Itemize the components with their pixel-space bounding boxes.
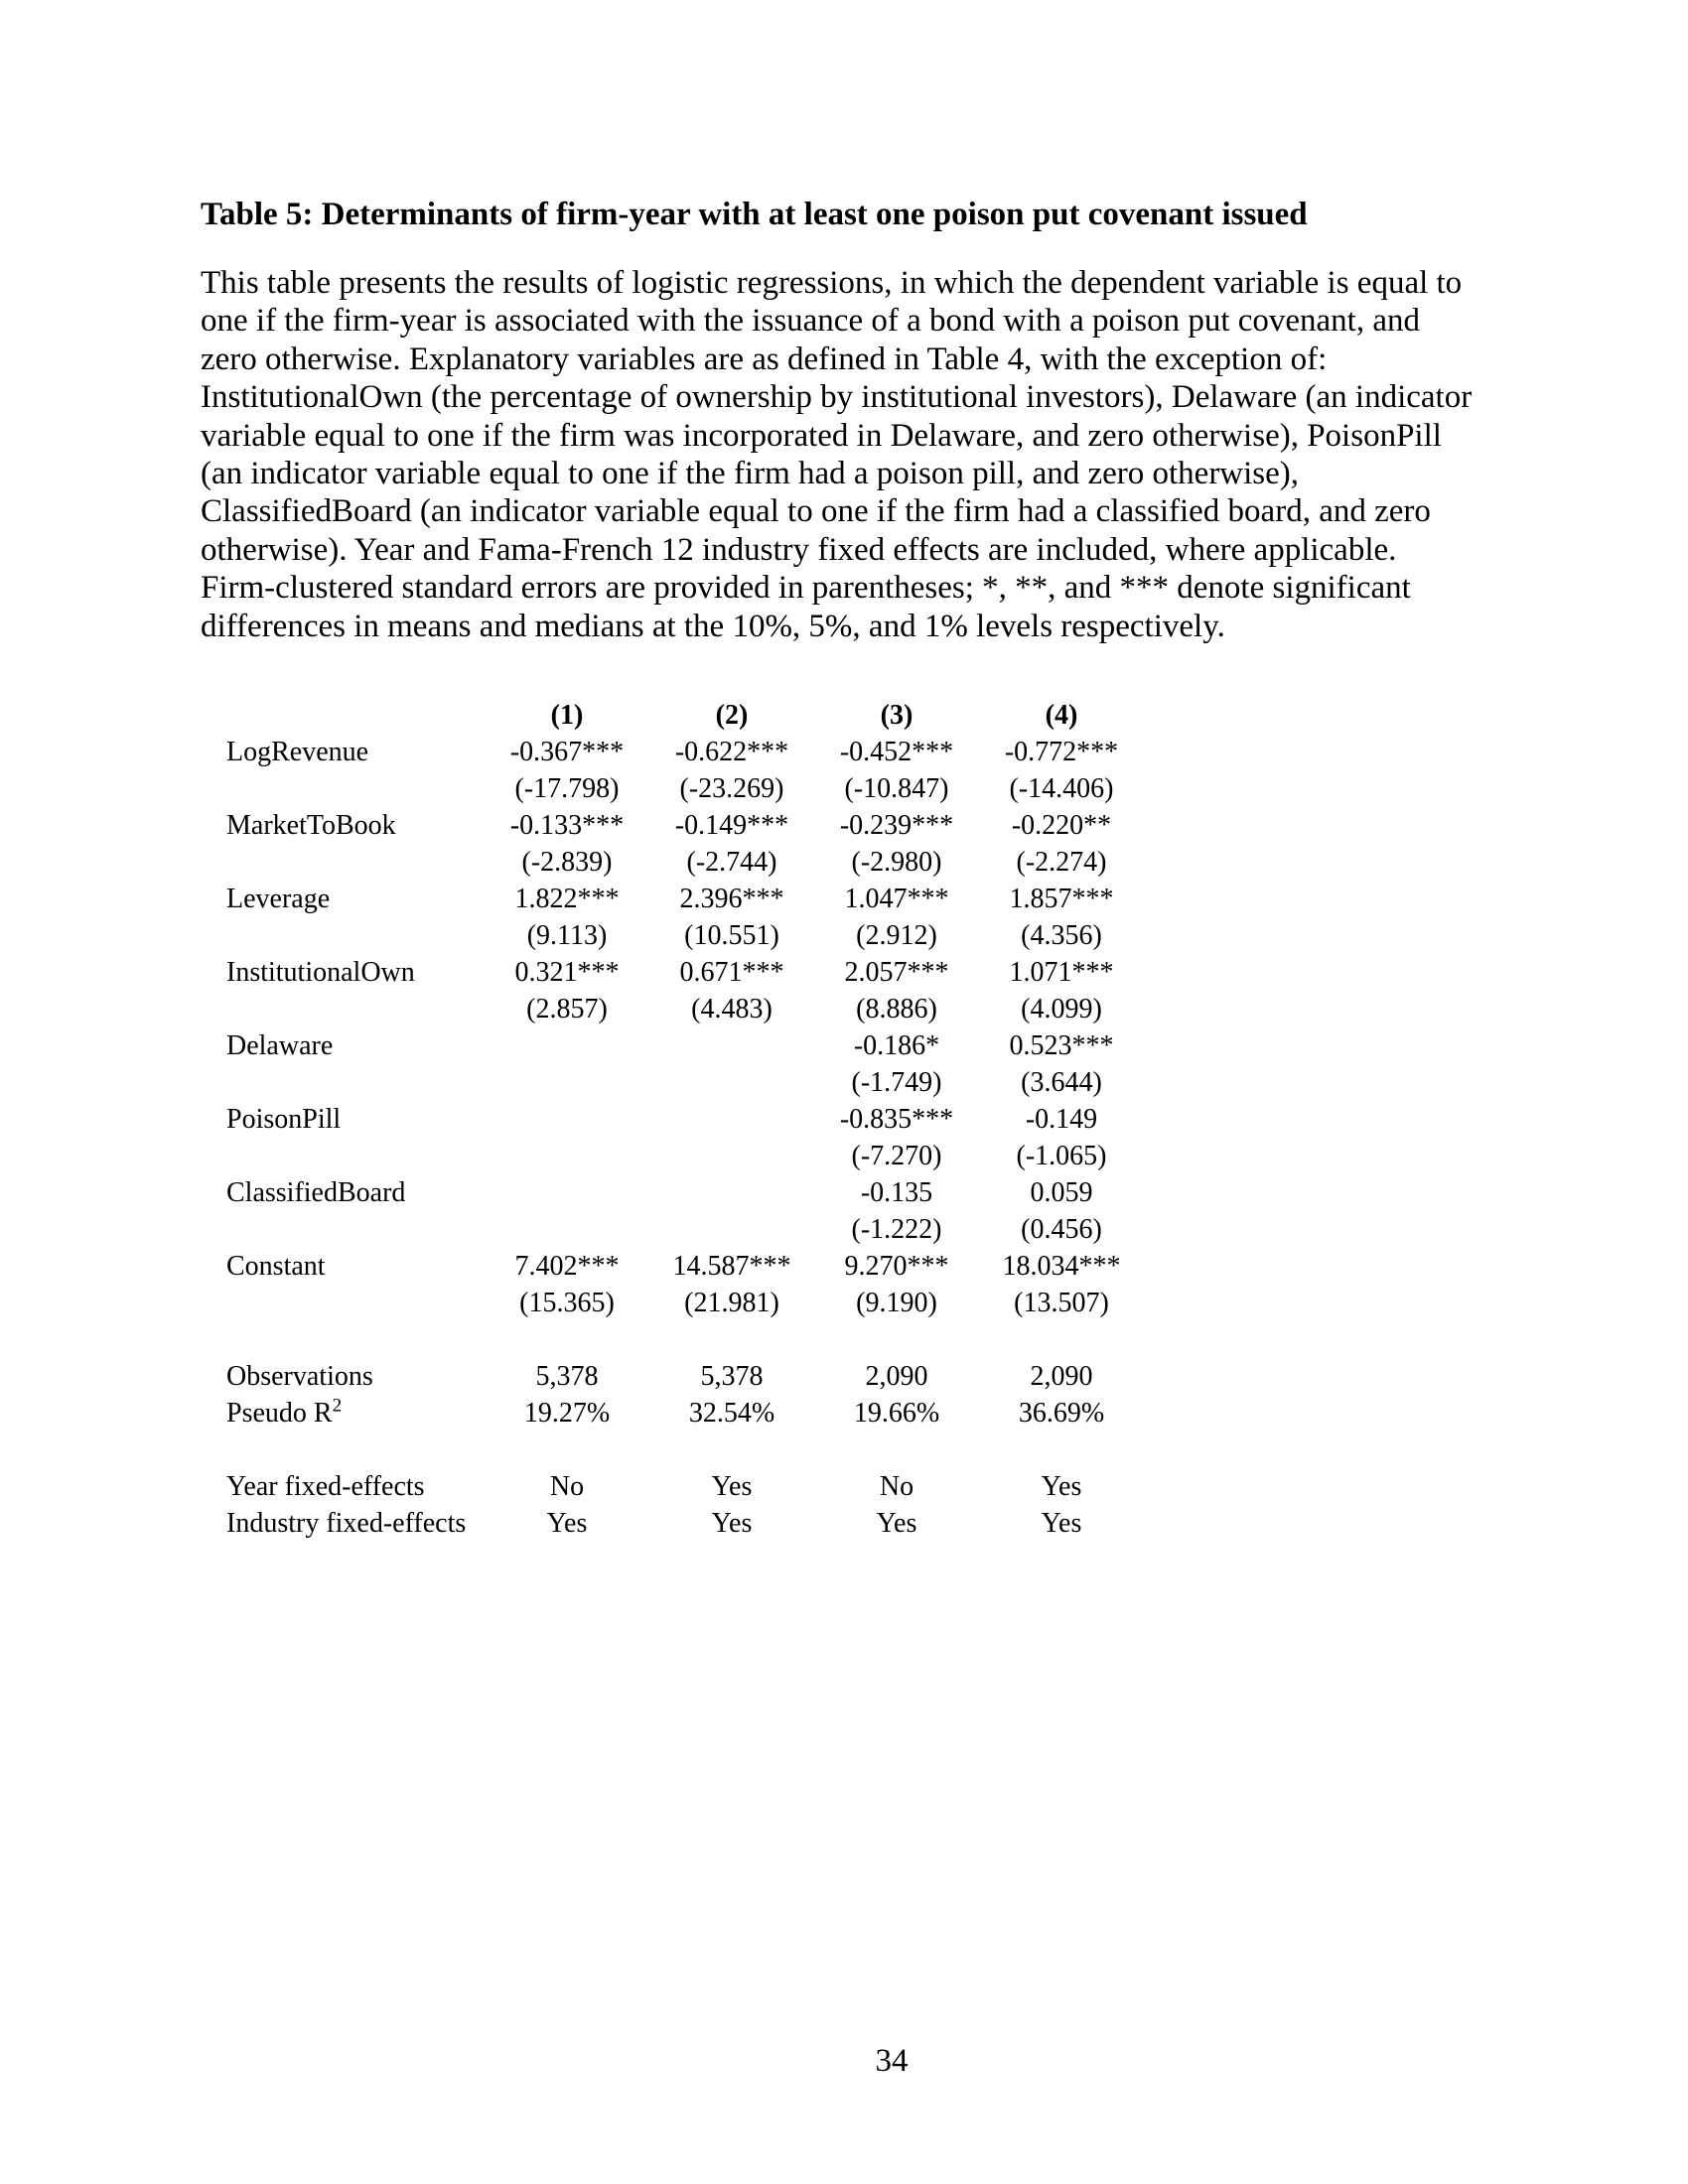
description-line: This table presents the results of logistic regressions, in which the dependent variable is equal to xyxy=(201,265,1463,301)
tstat-cell: (-2.980) xyxy=(851,846,942,878)
coef-cell: 1.822*** xyxy=(514,883,620,914)
description-line: ClassifiedBoard (an indicator variable equal to one if the firm had a classified board, and zero xyxy=(201,493,1431,530)
spacer-row xyxy=(226,1432,1144,1468)
description-line: otherwise). Year and Fama-French 12 industry fixed effects are included, where applicable. xyxy=(201,531,1397,568)
table-row xyxy=(226,734,1144,770)
fixed-effects-cell: Yes xyxy=(1041,1507,1082,1539)
description-line: differences in means and medians at the 10%, 5%, and 1% levels respectively. xyxy=(201,608,1225,644)
coef-cell: 0.671*** xyxy=(679,956,784,988)
tstat-cell: (10.551) xyxy=(684,919,779,951)
coef-cell: 1.071*** xyxy=(1009,956,1114,988)
stat-cell: 19.66% xyxy=(853,1397,940,1429)
coef-cell: -0.149*** xyxy=(674,809,789,841)
fixed-effects-cell: Yes xyxy=(546,1507,588,1539)
fixed-effects-cell: Yes xyxy=(876,1507,917,1539)
tstat-cell xyxy=(649,1138,814,1174)
stat-cell: 32.54% xyxy=(688,1397,775,1429)
table-header-row xyxy=(226,697,1144,734)
coef-cell: 9.270*** xyxy=(844,1250,949,1282)
tstat-cell: (-2.744) xyxy=(686,846,777,878)
variable-label: MarketToBook xyxy=(226,809,396,841)
table-row xyxy=(226,917,1144,954)
coef-cell: -0.149 xyxy=(1025,1103,1098,1135)
tstat-cell: (4.483) xyxy=(691,993,773,1024)
description-line: one if the firm-year is associated with the issuance of a bond with a poison put covenant, and xyxy=(201,303,1420,340)
stat-cell: 19.27% xyxy=(523,1397,611,1429)
coef-cell: -0.186* xyxy=(853,1029,940,1061)
table-row xyxy=(226,954,1144,991)
variable-label: ClassifiedBoard xyxy=(226,1176,406,1208)
variable-label: Delaware xyxy=(226,1029,334,1061)
tstat-cell: (-1.065) xyxy=(1016,1140,1107,1171)
coef-cell: -0.772*** xyxy=(1004,736,1119,767)
fixed-effects-label: Industry fixed-effects xyxy=(226,1507,467,1539)
page-number: 34 xyxy=(875,2043,909,2079)
tstat-cell: (-1.749) xyxy=(851,1066,942,1098)
tstat-cell: (-17.798) xyxy=(514,772,620,804)
stat-cell: 36.69% xyxy=(1018,1397,1105,1429)
coef-cell: 0.523*** xyxy=(1009,1029,1114,1061)
table-row xyxy=(226,807,1144,844)
description-line: InstitutionalOwn (the percentage of ownership by institutional investors), Delaware (an indicator xyxy=(201,379,1473,416)
fixed-effects-cell: Yes xyxy=(1041,1470,1082,1502)
tstat-cell xyxy=(649,1211,814,1248)
spacer-row xyxy=(226,1321,1144,1358)
tstat-cell: (4.356) xyxy=(1021,919,1102,951)
coef-cell: 0.059 xyxy=(1030,1176,1093,1208)
stat-cell: 2,090 xyxy=(865,1360,928,1392)
description-line: variable equal to one if the firm was incorporated in Delaware, and zero otherwise), PoisonPill xyxy=(201,417,1442,454)
tstat-cell: (9.190) xyxy=(856,1287,937,1318)
table-row xyxy=(226,1064,1144,1101)
superscript-2: 2 xyxy=(332,1395,343,1417)
coef-cell xyxy=(485,1174,649,1211)
tstat-cell: (-7.270) xyxy=(851,1140,942,1171)
stat-cell: 5,378 xyxy=(700,1360,764,1392)
column-header: (2) xyxy=(715,699,749,731)
coef-cell: 0.321*** xyxy=(514,956,620,988)
column-header: (1) xyxy=(550,699,584,731)
column-header: (4) xyxy=(1045,699,1078,731)
description-line: zero otherwise. Explanatory variables are as defined in Table 4, with the exception of: xyxy=(201,341,1328,377)
fixed-effects-label: Year fixed-effects xyxy=(226,1470,425,1502)
tstat-cell: (21.981) xyxy=(684,1287,779,1318)
table-row xyxy=(226,844,1144,881)
variable-label: Constant xyxy=(226,1250,326,1282)
description-line: (an indicator variable equal to one if the firm had a poison pill, and zero otherwise), xyxy=(201,456,1300,492)
tstat-cell: (4.099) xyxy=(1021,993,1102,1024)
coef-cell xyxy=(649,1174,814,1211)
tstat-cell xyxy=(485,1211,649,1248)
table-title: Table 5: Determinants of firm-year with at least one poison put covenant issued xyxy=(201,197,1308,232)
table-row xyxy=(226,1248,1144,1285)
coef-cell: -0.220** xyxy=(1011,809,1112,841)
tstat-cell: (3.644) xyxy=(1021,1066,1102,1098)
table-row xyxy=(226,1138,1144,1174)
fixed-effects-cell: Yes xyxy=(711,1470,753,1502)
tstat-cell xyxy=(649,1064,814,1101)
variable-label: LogRevenue xyxy=(226,736,369,767)
tstat-cell: (-23.269) xyxy=(679,772,784,804)
stat-cell: 5,378 xyxy=(535,1360,599,1392)
coef-cell xyxy=(485,1101,649,1138)
coef-cell: 2.396*** xyxy=(679,883,784,914)
coef-cell: -0.135 xyxy=(860,1176,933,1208)
description-line: Firm-clustered standard errors are provided in parentheses; *, **, and *** denote significant xyxy=(201,570,1411,607)
table-row xyxy=(226,881,1144,917)
coef-cell: -0.133*** xyxy=(509,809,625,841)
coef-cell: 1.047*** xyxy=(844,883,949,914)
tstat-cell: (2.857) xyxy=(526,993,608,1024)
fixed-effects-cell: Yes xyxy=(711,1507,753,1539)
tstat-cell: (-2.839) xyxy=(521,846,613,878)
tstat-cell: (-2.274) xyxy=(1016,846,1107,878)
coef-cell: 1.857*** xyxy=(1009,883,1114,914)
stat-cell: 2,090 xyxy=(1030,1360,1093,1392)
stat-label: Pseudo $R^2$ xyxy=(226,1395,343,1429)
tstat-cell: (2.912) xyxy=(856,919,937,951)
table-row xyxy=(226,1174,1144,1211)
tstat-cell: (13.507) xyxy=(1014,1287,1109,1318)
tstat-cell xyxy=(485,1138,649,1174)
coef-cell: -0.239*** xyxy=(839,809,954,841)
table-row xyxy=(226,1211,1144,1248)
tstat-cell: (-1.222) xyxy=(851,1213,942,1245)
tstat-cell: (-10.847) xyxy=(844,772,949,804)
table-row xyxy=(226,1027,1144,1064)
table-row xyxy=(226,1101,1144,1138)
variable-label: PoisonPill xyxy=(226,1103,342,1135)
table-row xyxy=(226,770,1144,807)
fixed-effects-row xyxy=(226,1468,1144,1505)
stats-row xyxy=(226,1358,1144,1395)
coef-cell: -0.835*** xyxy=(839,1103,954,1135)
coef-cell xyxy=(649,1027,814,1064)
coef-cell: -0.452*** xyxy=(839,736,954,767)
coef-cell xyxy=(485,1027,649,1064)
tstat-cell xyxy=(485,1064,649,1101)
coef-cell: -0.367*** xyxy=(509,736,625,767)
variable-label: InstitutionalOwn xyxy=(226,956,415,988)
variable-label: Leverage xyxy=(226,883,331,914)
stats-row xyxy=(226,1395,1144,1432)
table-description xyxy=(201,264,1472,645)
coef-cell: 7.402*** xyxy=(514,1250,620,1282)
tstat-cell: (8.886) xyxy=(856,993,937,1024)
coef-cell: 18.034*** xyxy=(1002,1250,1121,1282)
tstat-cell: (15.365) xyxy=(519,1287,615,1318)
regression-table xyxy=(226,697,1144,1542)
coef-cell: -0.622*** xyxy=(674,736,789,767)
fixed-effects-cell: No xyxy=(549,1470,585,1502)
column-header: (3) xyxy=(880,699,914,731)
table-row xyxy=(226,1285,1144,1321)
coef-cell xyxy=(649,1101,814,1138)
fixed-effects-cell: No xyxy=(879,1470,914,1502)
coef-cell: 2.057*** xyxy=(844,956,949,988)
coef-cell: 14.587*** xyxy=(672,1250,791,1282)
tstat-cell: (-14.406) xyxy=(1009,772,1114,804)
tstat-cell: (0.456) xyxy=(1021,1213,1102,1245)
fixed-effects-row xyxy=(226,1505,1144,1542)
tstat-cell: (9.113) xyxy=(526,919,608,951)
stat-label: Observations xyxy=(226,1360,373,1392)
table-row xyxy=(226,991,1144,1027)
